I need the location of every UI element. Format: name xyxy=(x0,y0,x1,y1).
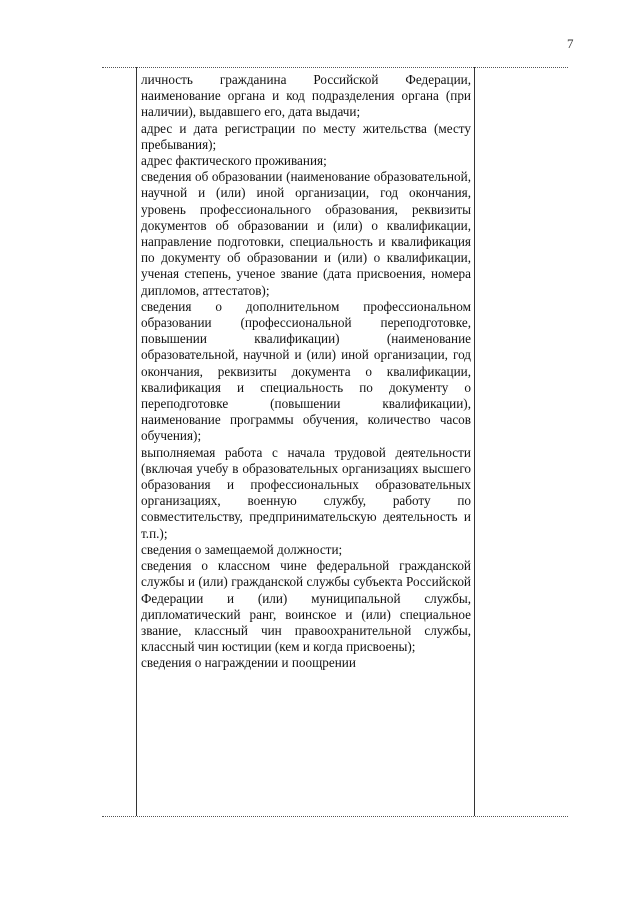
list-item: сведения о классном чине федеральной гражданской службы и (или) гражданской службы субъекта Российской Федерации и (или) муниципальной службы, дипломатический ранг, воинское и (или) специальное звание, классный чин правоохранительной службы, классный чин юстиции (кем и когда присвоены); xyxy=(141,558,471,655)
list-item: сведения о замещаемой должности; xyxy=(141,541,343,557)
list-item: адрес фактического проживания; xyxy=(141,153,327,169)
table-cell-content xyxy=(141,72,471,672)
list-item: адрес и дата регистрации по месту жительства (месту пребывания); xyxy=(141,120,471,152)
list-item: сведения о дополнительном профессиональном образовании (профессиональной переподготовке, повышении квалификации) (наименование образовательной, научной и (или) иной организации, год окончания, реквизиты документа о квалификации, квалификация и специальность по документу о переподготовке (повышении квалификации), наименование программы обучения, количество часов обучения); xyxy=(141,298,471,444)
page-number: 7 xyxy=(567,36,574,51)
list-item: сведения о награждении и поощрении xyxy=(141,655,356,671)
list-item: выполняемая работа с начала трудовой деятельности (включая учебу в образовательных организациях высшего образования и профессиональных образовательных организациях, военную службу, работу по совместительству, предпринимательскую деятельность и т.п.); xyxy=(141,444,471,541)
table-top-border xyxy=(102,67,568,68)
list-item: личность гражданина Российской Федерации, наименование органа и код подразделения органа (при наличии), выдавшего его, дата выдачи; xyxy=(141,72,471,120)
table-bottom-border xyxy=(102,816,568,817)
list-item: сведения об образовании (наименование образовательной, научной и (или) иной организации, год окончания, уровень профессионального образования, реквизиты документов об образовании и (или) о квалификации, направление подготовки, специальность и квалификация по документу об образовании и (или) о квалификации, ученая степень, ученое звание (дата присвоения, номера дипломов, аттестатов); xyxy=(141,169,471,298)
table-left-column-border xyxy=(136,67,137,816)
table-right-column-border xyxy=(474,67,475,816)
